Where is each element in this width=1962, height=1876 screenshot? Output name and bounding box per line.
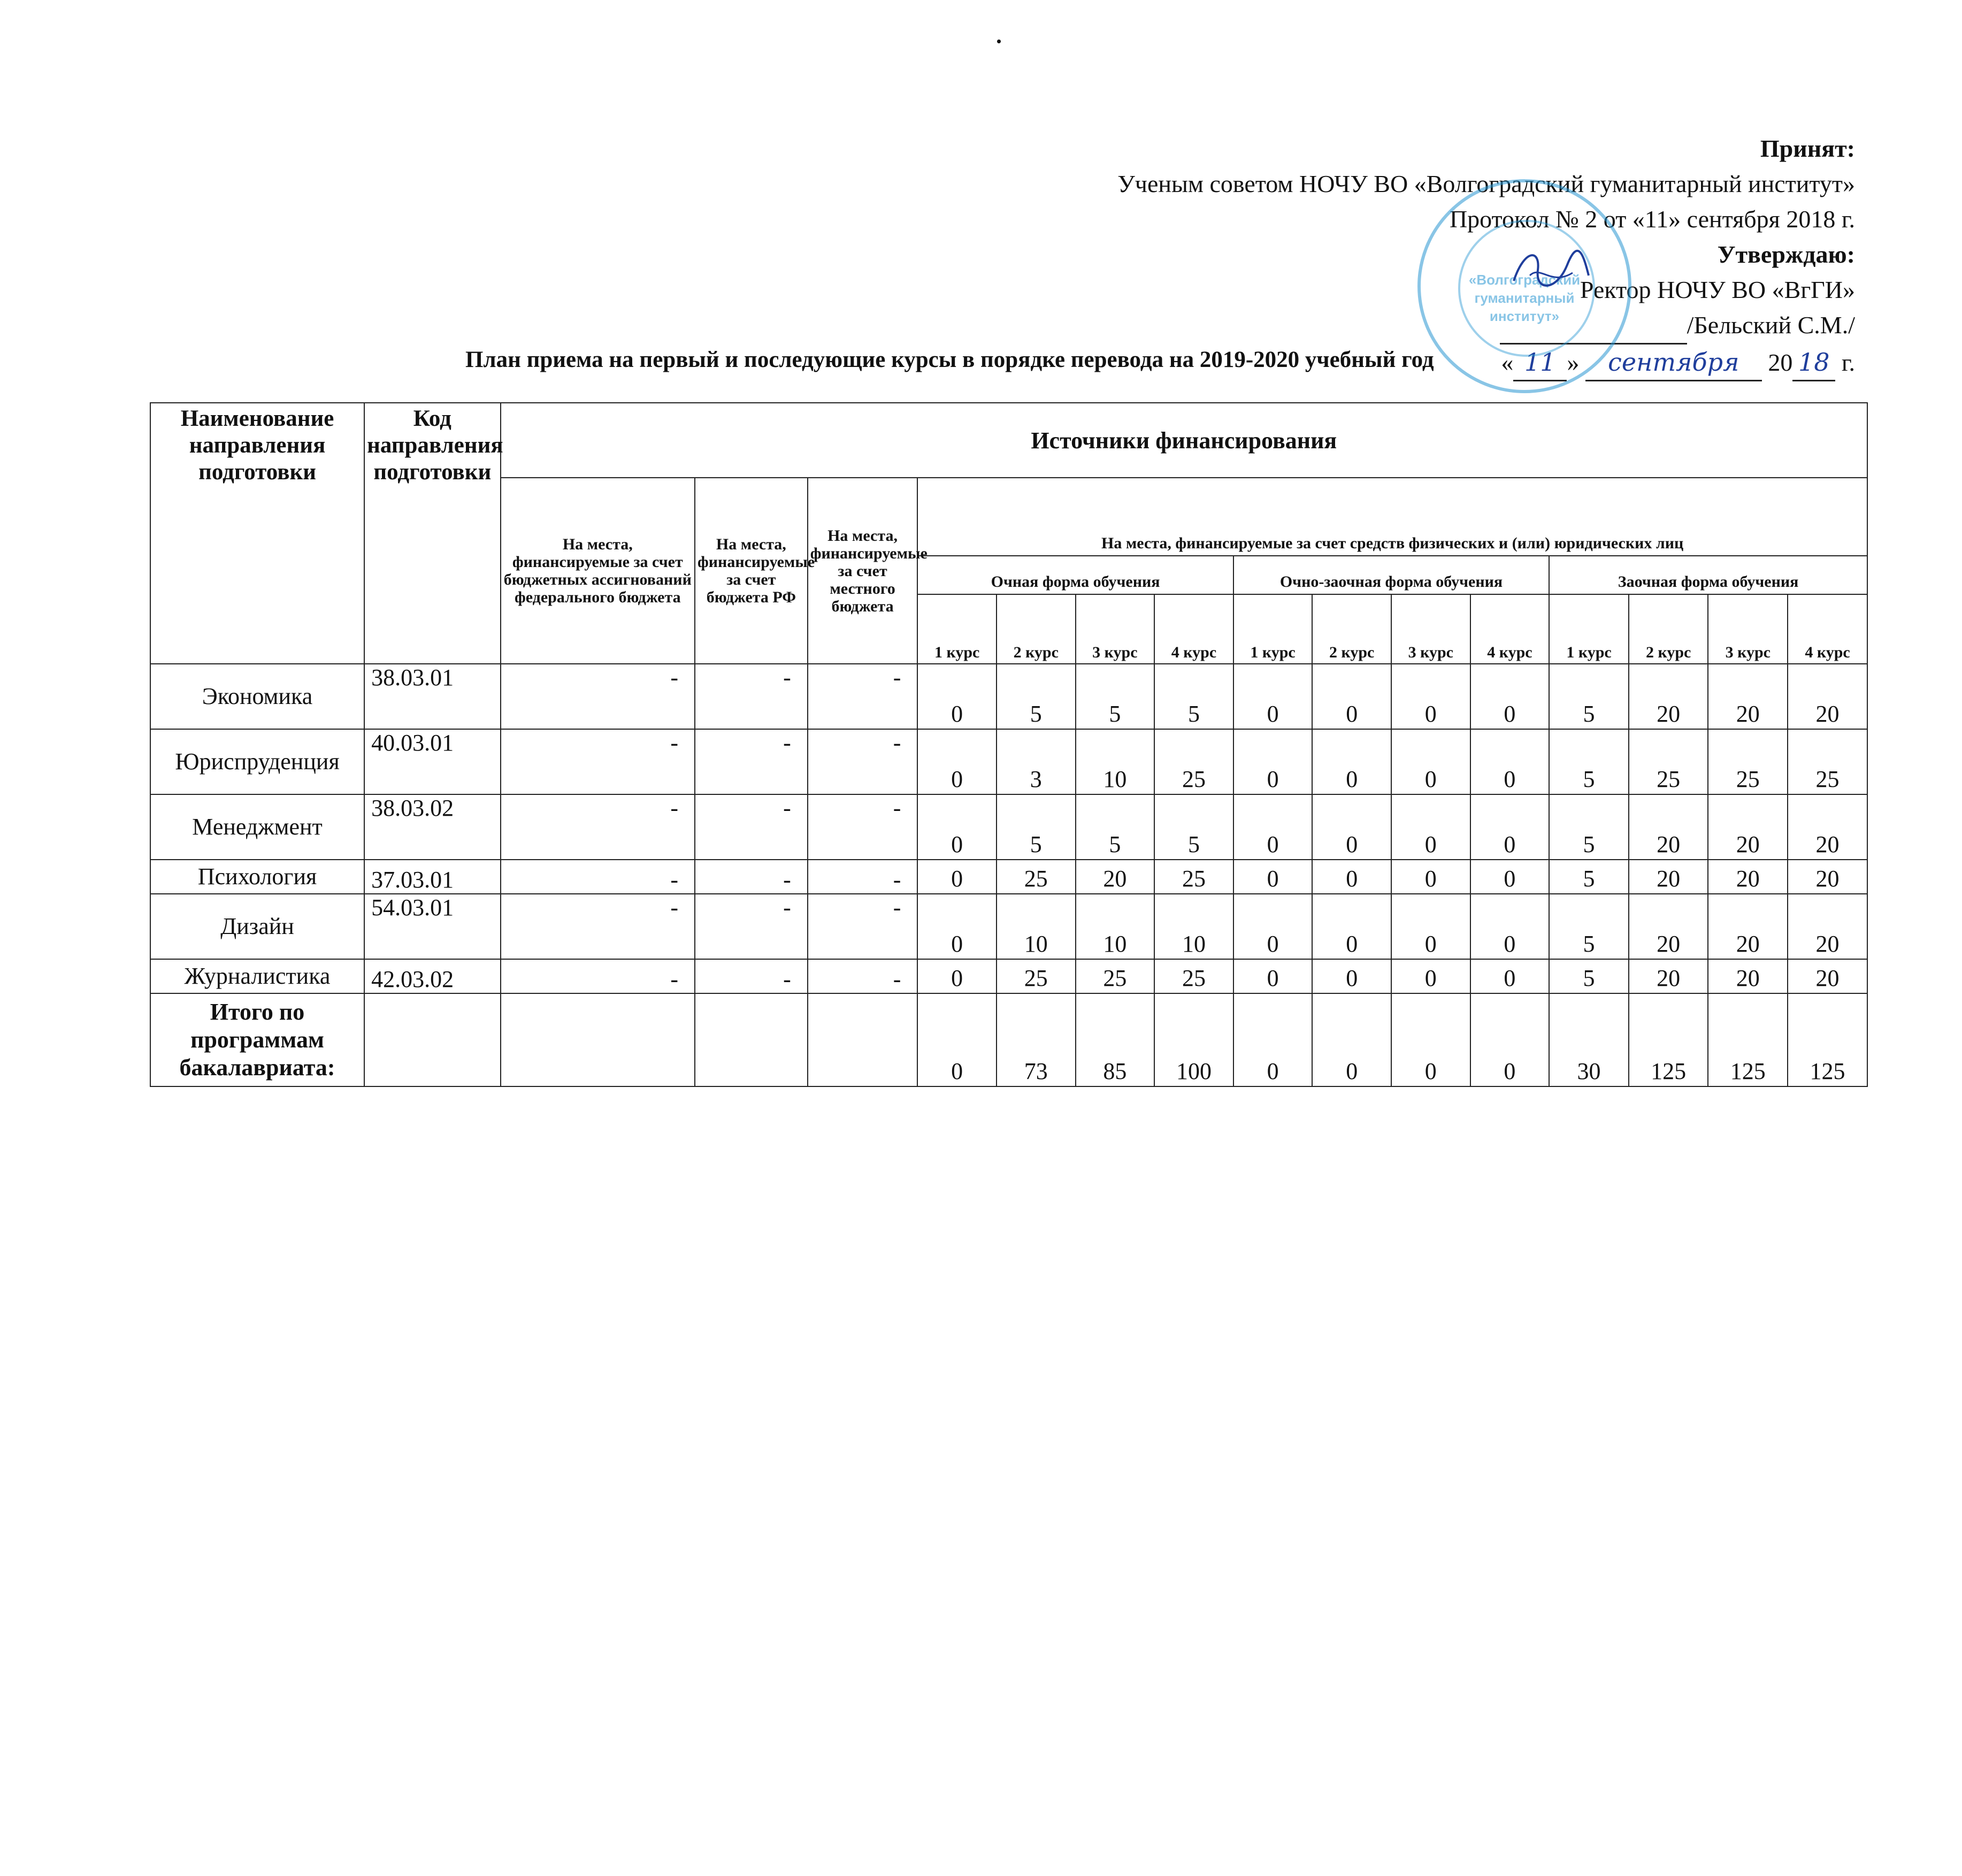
seats-cell: 20 — [1788, 664, 1867, 729]
header-part-time: Очно-заочная форма обучения — [1233, 556, 1549, 594]
federal-budget-cell: - — [501, 959, 695, 993]
seats-cell: 0 — [1391, 794, 1470, 860]
seats-cell: 0 — [1312, 794, 1391, 860]
seats-cell: 0 — [1312, 664, 1391, 729]
seats-cell: 20 — [1629, 794, 1708, 860]
seats-cell: 0 — [1470, 664, 1550, 729]
total-seats-cell: 0 — [1470, 993, 1550, 1086]
document-title: План приема на первый и последующие курсы в порядке перевода на 2019-2020 учебный год — [465, 347, 1434, 372]
seats-cell: 5 — [1549, 894, 1629, 959]
protocol-line: Протокол № 2 от «11» сентября 2018 г. — [1449, 205, 1855, 233]
seats-cell: 20 — [1708, 794, 1788, 860]
approval-block — [785, 131, 1855, 381]
seats-cell: 0 — [917, 860, 997, 894]
seats-cell: 25 — [1154, 860, 1233, 894]
header-course: 2 курс — [1629, 594, 1708, 664]
seats-cell: 20 — [1788, 860, 1867, 894]
total-seats-cell: 125 — [1708, 993, 1788, 1086]
admission-plan-table — [150, 402, 1868, 1087]
seats-cell: 5 — [997, 664, 1076, 729]
total-seats-cell: 125 — [1788, 993, 1867, 1086]
seats-cell: 0 — [917, 794, 997, 860]
total-seats-cell: 85 — [1076, 993, 1155, 1086]
federal-budget-cell: - — [501, 729, 695, 794]
seats-cell: 0 — [917, 729, 997, 794]
regional-budget-cell: - — [695, 729, 808, 794]
total-row — [150, 993, 1867, 1086]
header-course: 2 курс — [1312, 594, 1391, 664]
regional-budget-cell: - — [695, 794, 808, 860]
table-row — [150, 794, 1867, 860]
seats-cell: 25 — [1788, 729, 1867, 794]
program-name: Психология — [150, 860, 364, 894]
empty-cell — [501, 993, 695, 1086]
seats-cell: 20 — [1788, 894, 1867, 959]
table-row — [150, 894, 1867, 959]
seats-cell: 20 — [1629, 664, 1708, 729]
signature-blank — [1500, 308, 1687, 344]
federal-budget-cell: - — [501, 794, 695, 860]
date-suffix: г. — [1841, 349, 1855, 376]
total-seats-cell: 0 — [1391, 993, 1470, 1086]
table-row — [150, 664, 1867, 729]
seats-cell: 0 — [1233, 664, 1313, 729]
federal-budget-cell: - — [501, 664, 695, 729]
seats-cell: 0 — [1233, 729, 1313, 794]
local-budget-cell: - — [808, 729, 918, 794]
seats-cell: 0 — [917, 959, 997, 993]
header-course: 2 курс — [997, 594, 1076, 664]
header-local: На места, финансируемые за счет местного бюджета — [808, 478, 918, 664]
seats-cell: 0 — [1470, 794, 1550, 860]
seats-cell: 0 — [917, 894, 997, 959]
table-row — [150, 860, 1867, 894]
header-course: 1 курс — [917, 594, 997, 664]
signature-name: /Бельский С.М./ — [1687, 311, 1855, 339]
header-course: 1 курс — [1233, 594, 1313, 664]
seats-cell: 5 — [1076, 664, 1155, 729]
empty-cell — [364, 993, 501, 1086]
seats-cell: 0 — [1312, 860, 1391, 894]
seal-text-1: «Волгоградский — [1468, 272, 1581, 288]
total-seats-cell: 30 — [1549, 993, 1629, 1086]
program-name: Экономика — [150, 664, 364, 729]
seal-text-2: гуманитарный — [1474, 290, 1575, 306]
seats-cell: 20 — [1629, 894, 1708, 959]
page-mark: . — [995, 14, 1003, 50]
empty-cell — [695, 993, 808, 1086]
seats-cell: 5 — [997, 794, 1076, 860]
seats-cell: 20 — [1629, 860, 1708, 894]
local-budget-cell: - — [808, 664, 918, 729]
seats-cell: 25 — [997, 860, 1076, 894]
seats-cell: 5 — [1076, 794, 1155, 860]
program-name: Юриспруденция — [150, 729, 364, 794]
seats-cell: 20 — [1788, 959, 1867, 993]
date-day: 11 — [1513, 344, 1567, 381]
seats-cell: 5 — [1154, 794, 1233, 860]
header-course: 4 курс — [1470, 594, 1550, 664]
regional-budget-cell: - — [695, 959, 808, 993]
seats-cell: 0 — [1391, 664, 1470, 729]
regional-budget-cell: - — [695, 894, 808, 959]
header-federal: На места, финансируемые за счет бюджетных ассигнований федерального бюджета — [501, 478, 695, 664]
total-label: Итого по программам бакалавриата: — [150, 993, 364, 1086]
seats-cell: 10 — [1076, 729, 1155, 794]
seats-cell: 20 — [1629, 959, 1708, 993]
local-budget-cell: - — [808, 959, 918, 993]
seats-cell: 3 — [997, 729, 1076, 794]
local-budget-cell: - — [808, 894, 918, 959]
program-code: 38.03.02 — [364, 794, 501, 860]
date-line: « 11 » сентября 20 18 г. — [785, 344, 1855, 381]
accepted-by: Ученым советом НОЧУ ВО «Волгоградский гуманитарный институт» — [1117, 170, 1855, 197]
seats-cell: 20 — [1076, 860, 1155, 894]
header-full-time: Очная форма обучения — [917, 556, 1233, 594]
seats-cell: 0 — [1312, 729, 1391, 794]
local-budget-cell: - — [808, 860, 918, 894]
total-seats-cell: 73 — [997, 993, 1076, 1086]
date-year-prefix: 20 — [1768, 349, 1793, 376]
program-code: 40.03.01 — [364, 729, 501, 794]
seats-cell: 5 — [1549, 664, 1629, 729]
header-name: Наименование направления подготовки — [150, 403, 364, 664]
federal-budget-cell: - — [501, 894, 695, 959]
seats-cell: 25 — [1154, 959, 1233, 993]
table-row — [150, 959, 1867, 993]
seats-cell: 0 — [1470, 959, 1550, 993]
total-seats-cell: 0 — [1312, 993, 1391, 1086]
header-course: 3 курс — [1708, 594, 1788, 664]
seats-cell: 25 — [997, 959, 1076, 993]
total-seats-cell: 0 — [1233, 993, 1313, 1086]
seats-cell: 0 — [1312, 959, 1391, 993]
total-seats-cell: 100 — [1154, 993, 1233, 1086]
program-name: Журналистика — [150, 959, 364, 993]
seats-cell: 5 — [1549, 860, 1629, 894]
seats-cell: 5 — [1154, 664, 1233, 729]
seats-cell: 25 — [1076, 959, 1155, 993]
total-seats-cell: 0 — [917, 993, 997, 1086]
seats-cell: 20 — [1708, 959, 1788, 993]
seats-cell: 0 — [1233, 860, 1313, 894]
signature-line — [785, 308, 1855, 344]
date-year: 18 — [1792, 344, 1835, 381]
seats-cell: 0 — [1312, 894, 1391, 959]
empty-cell — [808, 993, 918, 1086]
header-regional: На места, финансируемые за счет бюджета РФ — [695, 478, 808, 664]
seats-cell: 0 — [1233, 794, 1313, 860]
program-code: 38.03.01 — [364, 664, 501, 729]
header-course: 3 курс — [1391, 594, 1470, 664]
seats-cell: 0 — [917, 664, 997, 729]
seats-cell: 0 — [1233, 894, 1313, 959]
seats-cell: 0 — [1391, 894, 1470, 959]
seats-cell: 0 — [1233, 959, 1313, 993]
seats-cell: 10 — [997, 894, 1076, 959]
federal-budget-cell: - — [501, 860, 695, 894]
seats-cell: 0 — [1391, 860, 1470, 894]
seats-cell: 20 — [1708, 894, 1788, 959]
header-sources: Источники финансирования — [501, 403, 1867, 478]
total-seats-cell: 125 — [1629, 993, 1708, 1086]
seats-cell: 5 — [1549, 959, 1629, 993]
seats-cell: 25 — [1708, 729, 1788, 794]
header-course: 4 курс — [1154, 594, 1233, 664]
program-code: 37.03.01 — [364, 860, 501, 894]
seal-text-3: институт» — [1489, 308, 1560, 324]
accepted-label: Принят: — [1760, 135, 1855, 162]
approve-label: Утверждаю: — [1717, 241, 1855, 268]
seats-cell: 25 — [1629, 729, 1708, 794]
regional-budget-cell: - — [695, 664, 808, 729]
seats-cell: 25 — [1154, 729, 1233, 794]
seats-cell: 0 — [1470, 860, 1550, 894]
seats-cell: 0 — [1391, 959, 1470, 993]
header-course: 1 курс — [1549, 594, 1629, 664]
header-course: 3 курс — [1076, 594, 1155, 664]
seats-cell: 10 — [1154, 894, 1233, 959]
regional-budget-cell: - — [695, 860, 808, 894]
seats-cell: 5 — [1549, 729, 1629, 794]
program-name: Менеджмент — [150, 794, 364, 860]
rector-line: Ректор НОЧУ ВО «ВгГИ» — [1580, 276, 1855, 303]
program-code: 54.03.01 — [364, 894, 501, 959]
seats-cell: 10 — [1076, 894, 1155, 959]
date-month: сентября — [1585, 344, 1762, 381]
seats-cell: 20 — [1708, 860, 1788, 894]
seats-cell: 20 — [1708, 664, 1788, 729]
seats-cell: 5 — [1549, 794, 1629, 860]
seats-cell: 0 — [1470, 894, 1550, 959]
header-code: Код направления подготовки — [364, 403, 501, 664]
seats-cell: 0 — [1391, 729, 1470, 794]
local-budget-cell: - — [808, 794, 918, 860]
seats-cell: 0 — [1470, 729, 1550, 794]
header-paid: На места, финансируемые за счет средств физических и (или) юридических лиц — [917, 478, 1867, 556]
program-code: 42.03.02 — [364, 959, 501, 993]
table-row — [150, 729, 1867, 794]
program-name: Дизайн — [150, 894, 364, 959]
seats-cell: 20 — [1788, 794, 1867, 860]
header-course: 4 курс — [1788, 594, 1867, 664]
header-extramural: Заочная форма обучения — [1549, 556, 1867, 594]
